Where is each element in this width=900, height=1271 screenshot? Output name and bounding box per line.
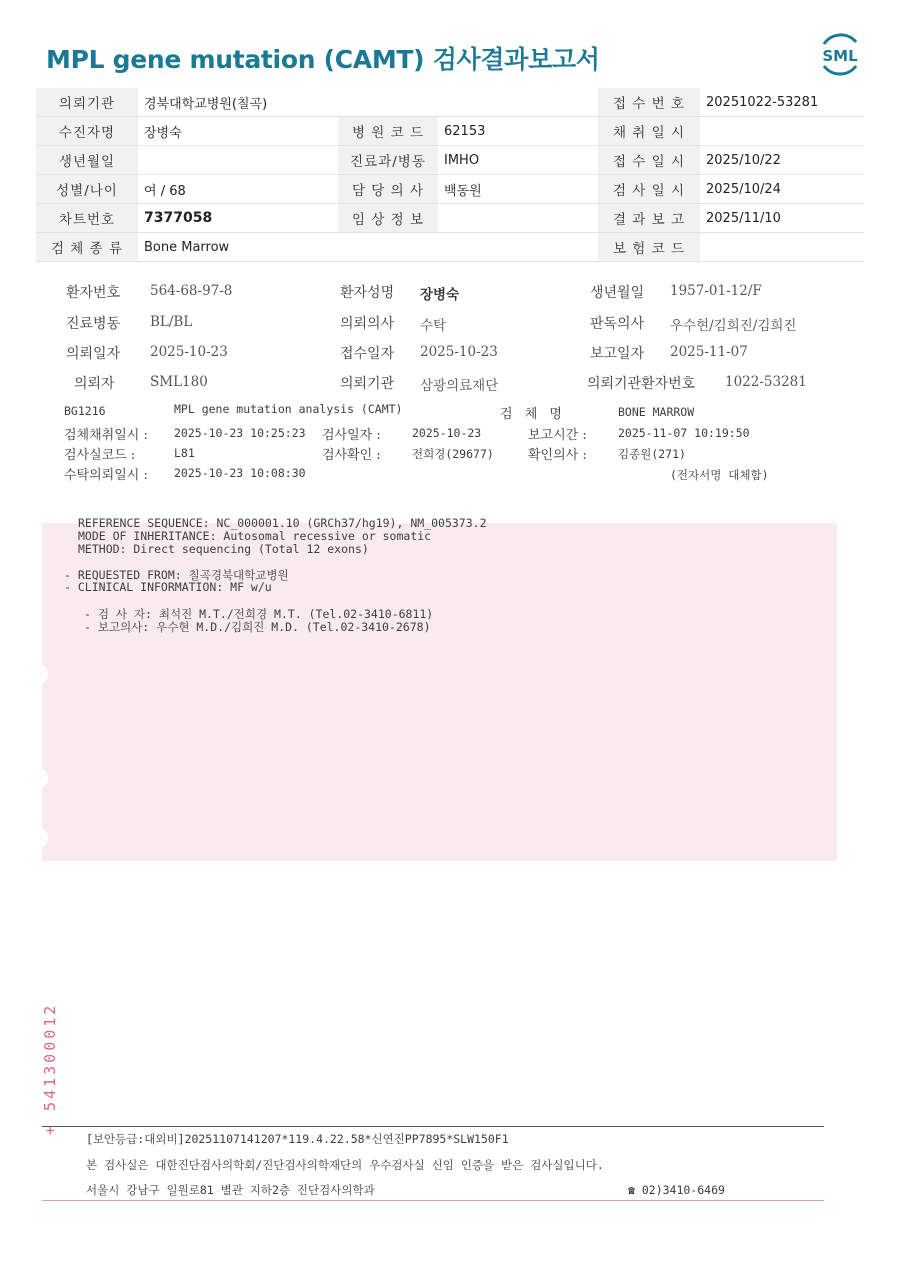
verify-label: 검사확인 : xyxy=(322,448,381,463)
test-name: MPL gene mutation analysis (CAMT) xyxy=(174,402,403,416)
ward-label: 진료병동 xyxy=(66,316,121,332)
label-sex-age: 성별/나이 xyxy=(36,175,138,204)
value-hospital-code: 62153 xyxy=(438,117,598,146)
label-insurance-code: 보 험 코 드 xyxy=(598,233,700,262)
logo-text: SML xyxy=(822,47,858,65)
testdate-label: 검사일자 : xyxy=(322,428,381,443)
mode-of-inheritance: MODE OF INHERITANCE: Autosomal recessive or somatic xyxy=(78,529,432,543)
value-specimen-type: Bone Marrow xyxy=(138,233,598,262)
ref-doc: 수탁 xyxy=(420,318,447,334)
value-test-time: 2025/10/24 xyxy=(700,175,864,204)
collect: 2025-10-23 10:25:23 xyxy=(174,426,306,440)
label-physician: 담 당 의 사 xyxy=(338,175,438,204)
label-received-time: 접 수 일 시 xyxy=(598,146,700,175)
value-result-report: 2025/11/10 xyxy=(700,204,864,233)
rec-date: 2025-10-23 xyxy=(420,344,498,360)
reporter: - 보고의사: 우수현 M.D./김희진 M.D. (Tel.02-3410-2678) xyxy=(84,620,431,634)
value-accession: 20251022-53281 xyxy=(700,88,864,117)
footer-divider xyxy=(42,1126,824,1127)
rec-date-label: 접수일자 xyxy=(340,346,395,362)
certification-note: 본 검사실은 대한진단검사의학회/진단검사의학재단의 우수검사실 신임 인증을 받은 검사실입니다. xyxy=(86,1158,604,1172)
value-chart-number: 7377058 xyxy=(138,204,338,233)
label-hospital-code: 병 원 코 드 xyxy=(338,117,438,146)
consign-label: 수탁의뢰일시 : xyxy=(64,468,148,483)
label-test-time: 검 사 일 시 xyxy=(598,175,700,204)
patient-dob-label: 생년월일 xyxy=(590,285,645,301)
security-line: [보안등급:대외비]20251107141207*119.4.22.58*신연진PP7895*SLW150F1 xyxy=(86,1132,509,1146)
read-doc: 우수현/김희진/김희진 xyxy=(670,318,797,334)
header-row xyxy=(36,233,864,262)
value-clinical-info xyxy=(438,204,598,233)
requested-from: - REQUESTED FROM: 칠곡경북대학교병원 xyxy=(64,568,289,582)
footer-bottom-line xyxy=(42,1200,824,1201)
label-birthdate: 생년월일 xyxy=(36,146,138,175)
ref-date: 2025-10-23 xyxy=(150,344,228,360)
esign-note: (전자서명 대체함) xyxy=(670,468,769,482)
rep-date: 2025-11-07 xyxy=(670,344,748,360)
patient-name-label: 환자성명 xyxy=(340,285,395,301)
value-birthdate xyxy=(138,146,338,175)
ward: BL/BL xyxy=(150,314,193,330)
reporttime-label: 보고시간 : xyxy=(528,428,587,443)
specimen: BONE MARROW xyxy=(618,405,695,419)
label-chart-number: 차트번호 xyxy=(36,204,138,233)
method: METHOD: Direct sequencing (Total 12 exons) xyxy=(78,542,369,556)
verify: 전희경(29677) xyxy=(412,447,494,461)
confirm: 김종원(271) xyxy=(618,447,686,461)
value-insurance-code xyxy=(700,233,864,262)
labcode: L81 xyxy=(174,446,195,460)
lab-address: 서울시 강남구 일원로81 별관 지하2층 진단검사의학과 xyxy=(86,1183,375,1197)
label-patient-name: 수진자명 xyxy=(36,117,138,146)
patient-no-label: 환자번호 xyxy=(66,285,121,301)
patient-name: 장병숙 xyxy=(420,287,460,303)
header-info-table xyxy=(36,88,864,262)
ref-date-label: 의뢰일자 xyxy=(66,346,121,362)
value-institution: 경북대학교병원(칠곡) xyxy=(138,88,598,117)
value-patient-name: 장병숙 xyxy=(138,117,338,146)
label-collection-time: 채 취 일 시 xyxy=(598,117,700,146)
label-specimen-type: 검 체 종 류 xyxy=(36,233,138,262)
side-serial-stamp: + 541300012 xyxy=(41,1002,59,1135)
value-department: IMHO xyxy=(438,146,598,175)
header-row xyxy=(36,204,864,233)
inst-pt-label: 의뢰기관환자번호 xyxy=(587,376,696,392)
collect-label: 검체채취일시 : xyxy=(64,428,148,443)
lab-phone: ☎ 02)3410-6469 xyxy=(628,1183,725,1197)
sml-logo xyxy=(816,30,864,78)
report-title: MPL gene mutation (CAMT) 검사결과보고서 xyxy=(46,45,600,74)
specimen-label: 검 체 명 xyxy=(500,407,566,422)
inst-pt: 1022-53281 xyxy=(725,374,807,390)
reporttime: 2025-11-07 10:19:50 xyxy=(618,426,750,440)
header-row xyxy=(36,146,864,175)
label-accession: 접 수 번 호 xyxy=(598,88,700,117)
inst-label: 의뢰기관 xyxy=(340,376,395,392)
inst: 삼광의료재단 xyxy=(420,378,499,394)
requester: SML180 xyxy=(150,374,208,390)
ref-doc-label: 의뢰의사 xyxy=(340,316,395,332)
label-department: 진료과/병동 xyxy=(338,146,438,175)
header-row xyxy=(36,88,864,117)
value-sex-age: 여 / 68 xyxy=(138,175,338,204)
read-doc-label: 판독의사 xyxy=(590,316,645,332)
labcode-label: 검사실코드 : xyxy=(64,448,136,463)
test-code: BG1216 xyxy=(64,404,106,418)
value-collection-time xyxy=(700,117,864,146)
tester: - 검 사 자: 최석진 M.T./전희경 M.T. (Tel.02-3410-6811) xyxy=(84,607,434,621)
value-physician: 백동원 xyxy=(438,175,598,204)
label-institution: 의뢰기관 xyxy=(36,88,138,117)
patient-no: 564-68-97-8 xyxy=(150,283,233,299)
rep-date-label: 보고일자 xyxy=(590,346,645,362)
consign: 2025-10-23 10:08:30 xyxy=(174,466,306,480)
value-received-time: 2025/10/22 xyxy=(700,146,864,175)
testdate: 2025-10-23 xyxy=(412,426,482,440)
confirm-label: 확인의사 : xyxy=(528,448,587,463)
clinical-information: - CLINICAL INFORMATION: MF w/u xyxy=(64,580,272,594)
patient-dob: 1957-01-12/F xyxy=(670,283,762,299)
header-row xyxy=(36,117,864,146)
label-clinical-info: 임 상 정 보 xyxy=(338,204,438,233)
header-row xyxy=(36,175,864,204)
reference-sequence: REFERENCE SEQUENCE: NC_000001.10 (GRCh37/hg19), NM_005373.2 xyxy=(78,516,487,530)
label-result-report: 결 과 보 고 xyxy=(598,204,700,233)
requester-label: 의뢰자 xyxy=(74,376,115,392)
